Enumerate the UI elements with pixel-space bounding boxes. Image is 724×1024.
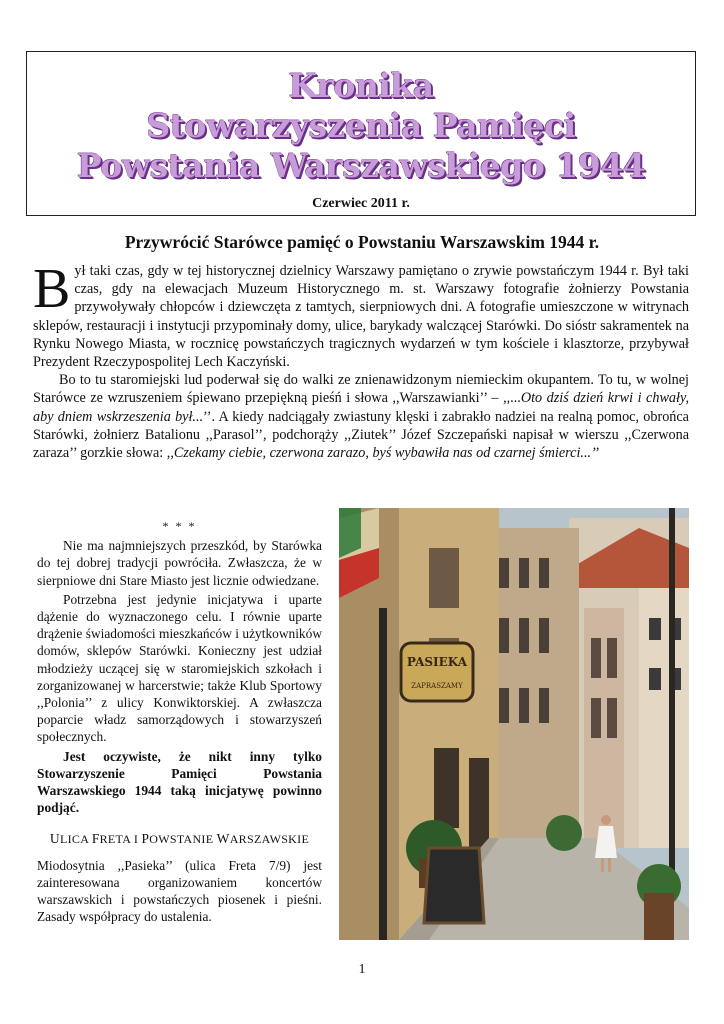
title-line-2: Stowarzyszenia Pamięci bbox=[146, 106, 576, 145]
issue-date: Czerwiec 2011 r. bbox=[312, 196, 410, 211]
page-number: 1 bbox=[358, 962, 366, 977]
drop-cap: B bbox=[33, 258, 71, 320]
title-line-3: Powstania Warszawskiego 1944 bbox=[76, 146, 646, 185]
article-headline: Przywrócić Starówce pamięć o Powstaniu Warszawskim 1944 r. bbox=[124, 232, 600, 252]
title-line-1: Kronika bbox=[288, 66, 434, 105]
column-paragraph-3: Jest oczywiste, że nikt inny tylko Stowarzyszenie Pamięci Powstania Warszawskiego 1944 taką inicjatywę powinno podjąć. bbox=[37, 748, 322, 816]
sign-text-zapraszamy: ZAPRASZAMY bbox=[411, 682, 463, 690]
street-photo bbox=[339, 508, 689, 940]
section-subheading: ULICA FRETA I POWSTANIE WARSZAWSKIE bbox=[49, 831, 310, 847]
lead-article bbox=[33, 258, 690, 462]
masthead-box bbox=[26, 51, 696, 216]
sign-text-pasieka: PASIEKA bbox=[406, 655, 468, 669]
lead-paragraph-1: Był taki czas, gdy w tej historycznej dzielnicy Warszawy pamiętano o zrywie powstańczym 1944 r. Był taki czas, gdy na elewacjach Muzeum Historycznego m. st. Warszawy fotografie żołnierzy Powstania przywoływały chłopców i dziewczęta z tamtych, sierpniowych dni. A fotografie umieszczone w witrynach sklepów, restauracji i instytucji przypominały domy, ulice, barykady walczącej Starówki. Do sióstr sakramentek na Rynku Nowego Miasta, w rocznicę powstańczych tragicznych wydarzeń w tym kościele i klasztorze, przybywał Prezydent Rzeczypospolitej Lech Kaczyński. bbox=[33, 258, 689, 371]
column-paragraph-4: Miodosytnia ,,Pasieka’’ (ulica Freta 7/9) jest zainteresowana organizowaniem koncertów warszawskich i powstańczych piosenek i pieśni. Zasady współpracy do ustalenia. bbox=[37, 857, 322, 925]
column-paragraph-2: Potrzebna jest jedynie inicjatywa i uparte dążenie do wyznaczonego celu. I równie uparte drążenie świadomości mieszkańców i użytkowników domów, sklepów Starówki. Konieczny jest udział młodzieży uczącej się w staromiejskich szkołach i zorganizowanej w harcerstwie; także Klub Sportowy ,,Polonia’’ z ulicy Konwiktorskiej. A zwłaszcza poparcie władz samorządowych i stowarzyszeń społecznych. bbox=[37, 591, 322, 745]
column-paragraph-1: Nie ma najmniejszych przeszkód, by Starówka do tej dobrej tradycji powróciła. Zwłaszcza, że w sierpniowe dni Stare Miasto jest licznie odwiedzane. bbox=[37, 538, 322, 588]
section-separator: * * * bbox=[162, 519, 197, 533]
lead-paragraph-2: Bo to tu staromiejski lud poderwał się do walki ze znienawidzonym niemieckim okupantem. To tu, w wolnej Starówce ze wzruszeniem śpiewano przepiękną pieśń i słowa ,,Warszawianki’’ – ,,...Oto dziś dzień krwi i chwały, aby dniem wskrzeszenia był...’’. A kiedy nadciągały zwiastuny klęski i zabrakło nadziei na realną pomoc, obrońca Starówki, żołnierz Batalionu ,,Parasol’’, podchorąży ,,Ziutek’’ Józef Szczepański napisał w wierszu ,,Czerwona zaraza’’ gorzkie słowa: ,,Czekamy ciebie, czerwona zarazo, byś wybawiła nas od czarnej śmierci...’’ bbox=[33, 372, 690, 462]
left-column bbox=[37, 518, 322, 927]
newsletter-title bbox=[27, 66, 695, 186]
